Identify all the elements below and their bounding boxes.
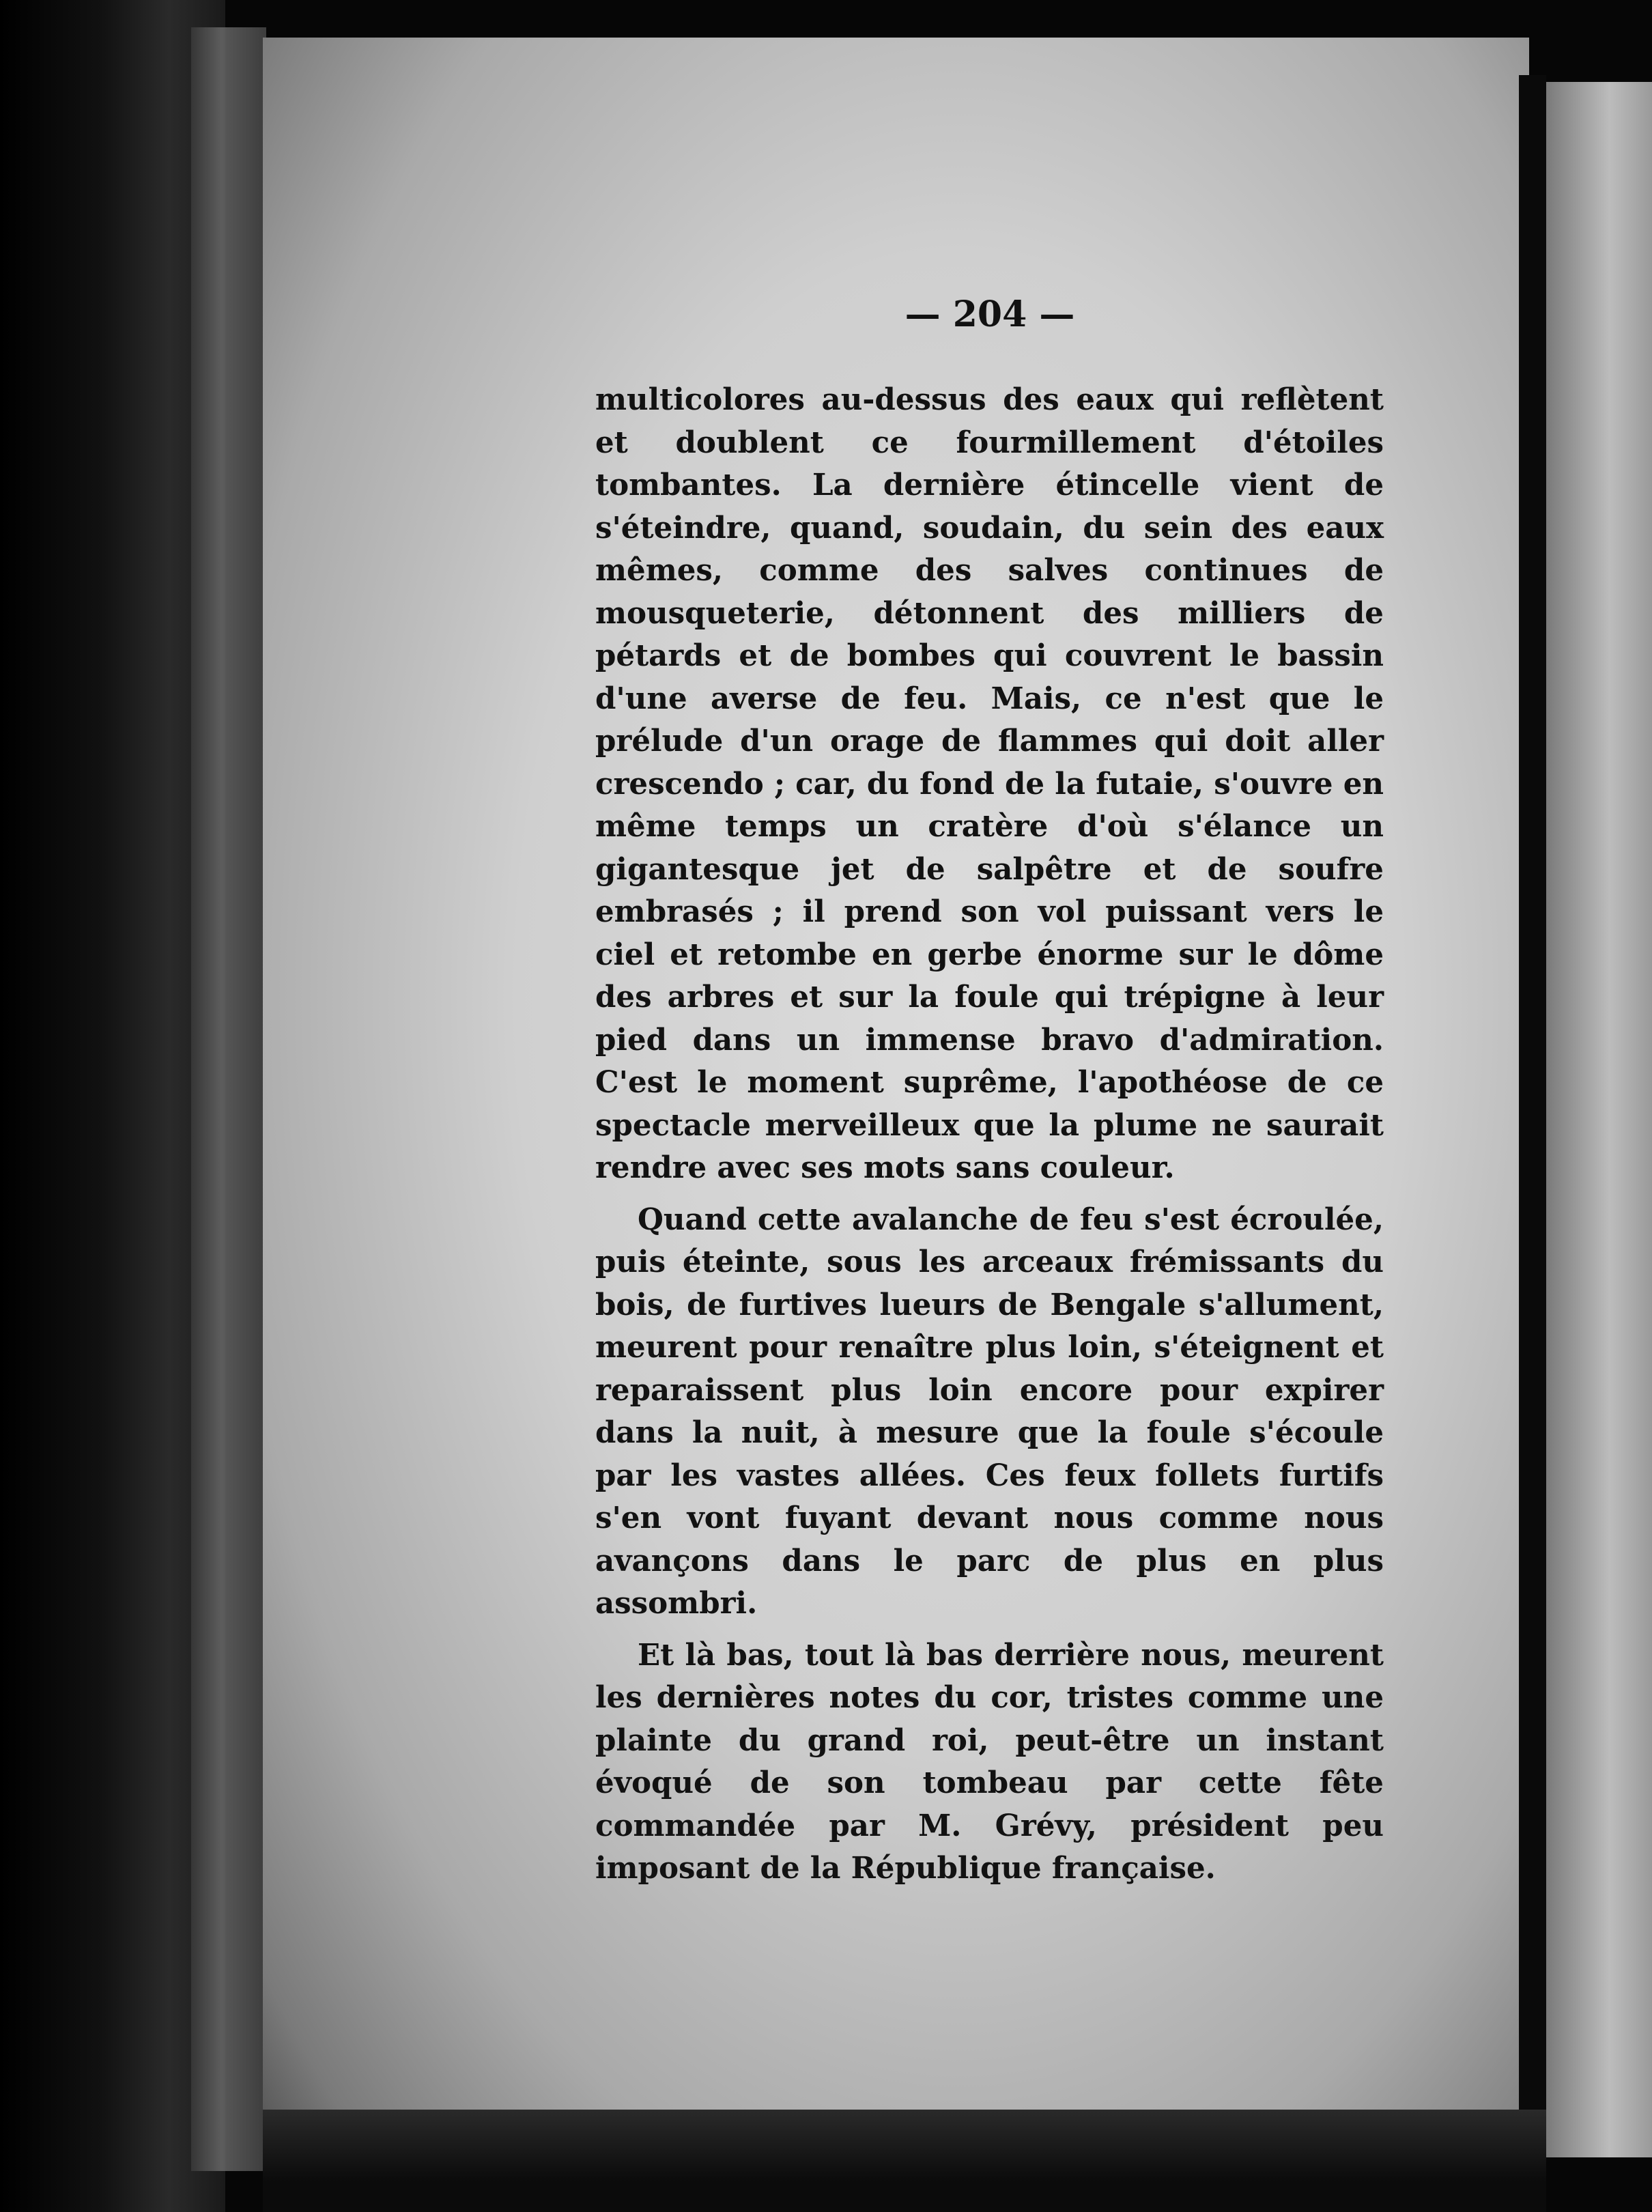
scan-bottom-shadow	[263, 2110, 1546, 2212]
page-number: — 204 —	[905, 294, 1075, 335]
page-gutter-right	[1519, 75, 1546, 2157]
paragraph-3: Et là bas, tout là bas derrière nous, meurent les dernières notes du cor, tristes comme une plainte du grand roi, peut-être un instant évoqué de son tombeau par cette fête commandée par M. Grévy, président peu imposant de la République française.	[595, 1637, 1384, 1886]
book-spine-strip	[191, 27, 266, 2171]
adjacent-page-edge	[1546, 82, 1652, 2157]
paragraph-2: Quand cette avalanche de feu s'est écroulée, puis éteinte, sous les arceaux frémissants du bois, de furtives lueurs de Bengale s'allument, meurent pour renaître plus loin, s'éteignent et reparaissent plus loin encore pour expirer dans la nuit, à mesure que la foule s'écoule par les vastes allées. Ces feux follets furtifs s'en vont fuyant devant nous comme nous avançons dans le parc de plus en plus assombri.	[595, 1202, 1384, 1621]
paragraph-1: multicolores au-dessus des eaux qui reflètent et doublent ce fourmillement d'étoiles tombantes. La dernière étincelle vient de s'éteindre, quand, soudain, du sein des eaux mêmes, comme des salves continues de mousqueterie, détonnent des milliers de pétards et de bombes qui couvrent le bassin d'une averse de feu. Mais, ce n'est que le prélude d'un orage de flammes qui doit aller crescendo ; car, du fond de la futaie, s'ouvre en même temps un cratère d'où s'élance un gigantesque jet de salpêtre et de soufre embrasés ; il prend son vol puissant vers le ciel et retombe en gerbe énorme sur le dôme des arbres et sur la foule qui trépigne à leur pied dans un immense bravo d'admiration. C'est le moment suprême, l'apothéose de ce spectacle merveilleux que la plume ne saurait rendre avec ses mots sans couleur.	[595, 382, 1384, 1185]
body-text	[595, 379, 1384, 1890]
